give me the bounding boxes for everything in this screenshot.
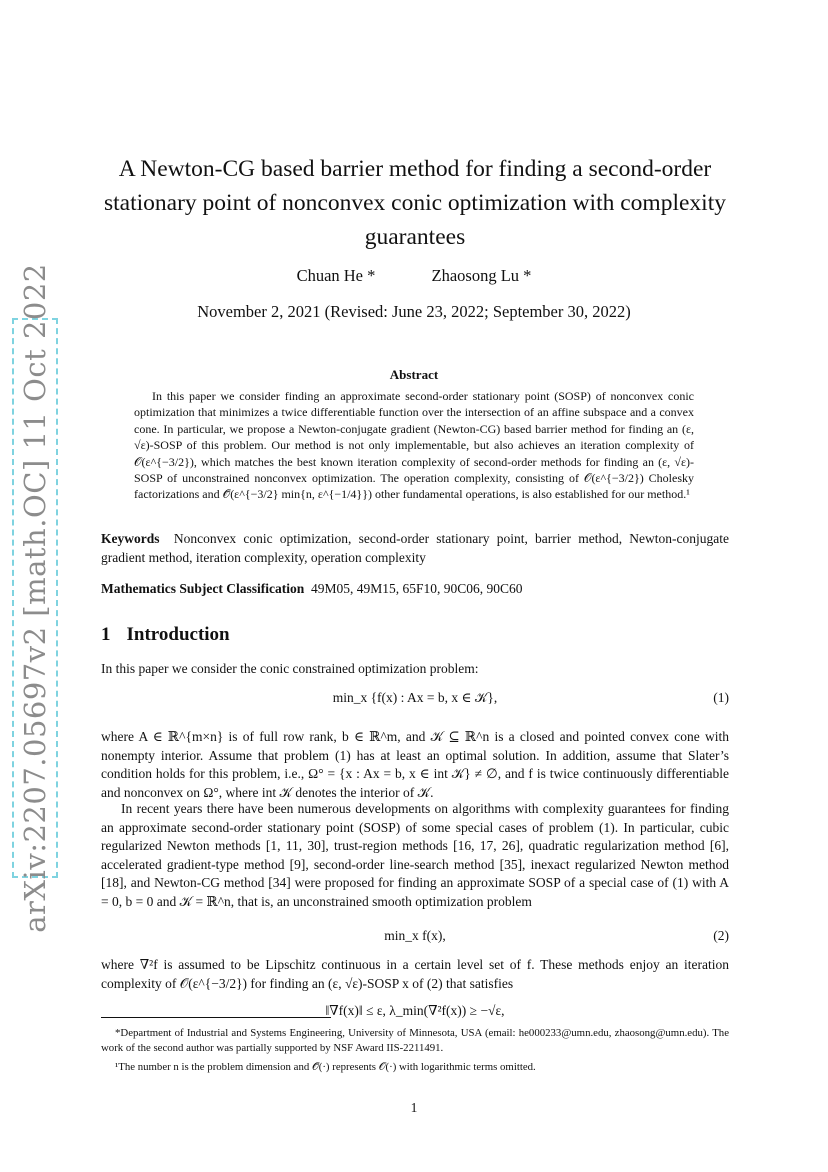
intro-paragraph-4: where ∇²f is assumed to be Lipschitz continuous in a certain level set of f. These methods enjoy an iteration complexity of 𝒪(ε^{−3/2}) for finding an (ε, √ε)-SOSP x of (2) that satisfies [101, 957, 729, 991]
msc [101, 581, 729, 597]
arxiv-stamp-text: arXiv:2207.05697v2 [math.OC] 11 Oct 2022 [18, 263, 52, 933]
section-number: 1 [101, 624, 111, 645]
intro-paragraph-3: In recent years there have been numerous developments on algorithms with complexity guarantees for finding an approximate second-order stationary point (SOSP) of some special cases of problem (1). In particular, cubic regularized Newton methods [1, 11, 30], trust-region methods [16, 17, 26], quadratic regularization method [6], accelerated gradient-type method [9], second-order line-search method [35], inexact regularized Newton method [18], and Newton-CG method [34] were proposed for finding an approximate SOSP of a special case of (1) with A = 0, b = 0 and 𝒦 = ℝ^n, that is, an unconstrained smooth optimization problem [101, 801, 729, 909]
intro-paragraph-2: where A ∈ ℝ^{m×n} is of full row rank, b ∈ ℝ^m, and 𝒦 ⊆ ℝ^n is a closed and pointed convex cone with nonempty interior. Assume that problem (1) has at least an optimal solution. In addition, assume that Slater’s condition holds for this problem, i.e., Ω° = {x : Ax = b, x ∈ int 𝒦} ≠ ∅, and f is twice continuously differentiable and nonconvex on Ω°, where int 𝒦 denotes the interior of 𝒦. [101, 729, 729, 800]
keywords-text: Nonconvex conic optimization, second-order stationary point, barrier method, Newton-conjugate gradient method, iteration complexity, operation complexity [101, 531, 729, 565]
intro-paragraph-1: In this paper we consider the conic constrained optimization problem: [101, 661, 479, 676]
equation-2-number: (2) [713, 928, 729, 943]
equation-1-body: min_x {f(x) : Ax = b, x ∈ 𝒦}, [332, 690, 498, 705]
msc-label: Mathematics Subject Classification [101, 581, 305, 596]
section-heading [101, 624, 230, 646]
keywords [101, 530, 729, 567]
author-list [0, 266, 828, 286]
equation-1 [101, 690, 729, 706]
msc-text: 49M05, 49M15, 65F10, 90C06, 90C60 [310, 581, 523, 596]
paper-title: A Newton-CG based barrier method for finding a second-order stationary point of nonconvex conic optimization with complexity guarantees [104, 156, 726, 250]
author-name: Zhaosong Lu * [431, 266, 532, 285]
footnote-rule [101, 1017, 331, 1018]
equation-2-body: min_x f(x), [384, 928, 446, 943]
abstract-heading: Abstract [389, 367, 439, 382]
paper-date: November 2, 2021 (Revised: June 23, 2022; September 30, 2022) [197, 302, 631, 321]
author-name: Chuan He * [296, 266, 376, 285]
keywords-label: Keywords [101, 531, 160, 546]
page-number: 1 [410, 1100, 418, 1115]
abstract-text: In this paper we consider finding an approximate second-order stationary point (SOSP) of nonconvex conic optimization that minimizes a twice differentiable function over the intersection of an affine subspace and a convex cone. In particular, we propose a Newton-conjugate gradient (Newton-CG) based barrier method for finding an (ε, √ε)-SOSP of this problem. Our method is not only implementable, but also achieves an iteration complexity of 𝒪(ε^{−3/2}), which matches the best known iteration complexity of second-order methods for finding an (ε, √ε)-SOSP of unconstrained nonconvex optimization. The operation complexity, consisting of 𝒪(ε^{−3/2}) Cholesky factorizations and 𝒪̃(ε^{−3/2} min{n, ε^{−1/4}}) other fundamental operations, is also established for our method.¹ [134, 389, 694, 502]
footnote-1: ¹The number n is the problem dimension and 𝒪̃(·) represents 𝒪(·) with logarithmic terms omitted. [115, 1061, 536, 1073]
arxiv-stamp [12, 263, 58, 933]
equation-3-body: ‖∇f(x)‖ ≤ ε, λ_min(∇²f(x)) ≥ −√ε, [325, 1003, 505, 1018]
footnote-affiliation: *Department of Industrial and Systems Engineering, University of Minnesota, USA (email: he000233@umn.edu, zhaosong@umn.edu). The work of the second author was partially supported by NSF Award IIS-2211491. [101, 1027, 729, 1054]
section-title: Introduction [126, 624, 230, 645]
equation-1-number: (1) [713, 690, 729, 705]
equation-2 [101, 928, 729, 944]
